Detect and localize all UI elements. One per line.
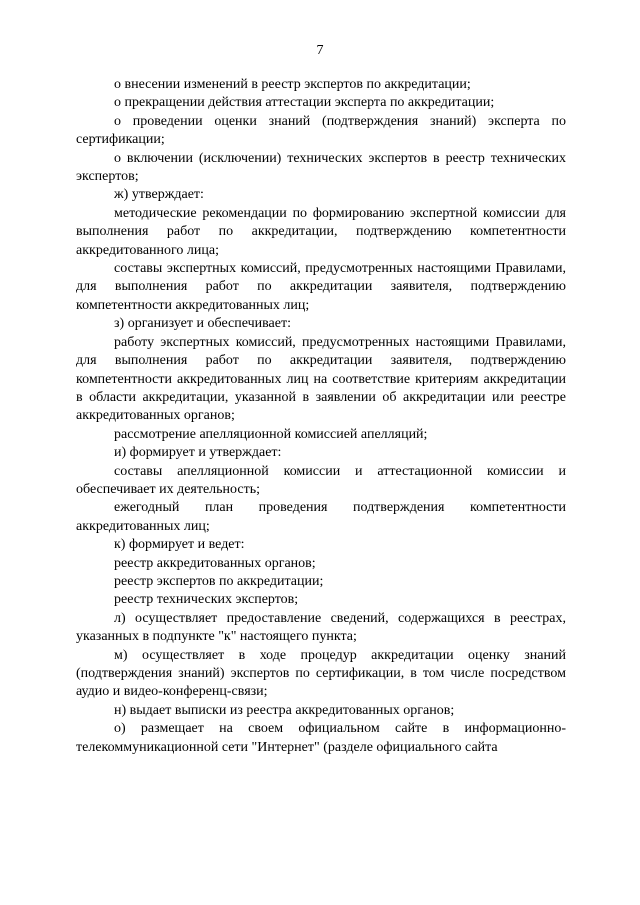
paragraph: работу экспертных комиссий, предусмотренных настоящими Правилами, для выполнения работ по аккредитации заявителя, подтверждению компетентности аккредитованных лиц на соответствие критериям аккредитации в области аккредитации, указанной в заявлении об аккредитации или реестре аккредитованных органов; (76, 334, 566, 424)
paragraph: о прекращении действия аттестации эксперта по аккредитации; (114, 95, 495, 111)
document-body (76, 76, 566, 757)
paragraph: ежегодный план проведения подтверждения компетентности аккредитованных лиц; (76, 500, 566, 534)
paragraph: м) осуществляет в ходе процедур аккредитации оценку знаний (подтверждения знаний) экспертов по сертификации, в том числе посредством аудио и видео-конференц-связи; (76, 647, 566, 700)
paragraph: о) размещает на своем официальном сайте в информационно-телекоммуникационной сети "Интернет" (разделе официального сайта (76, 721, 566, 755)
paragraph: рассмотрение апелляционной комиссией апелляций; (114, 426, 428, 442)
paragraph: реестр экспертов по аккредитации; (114, 573, 324, 589)
paragraph: к) формирует и ведет: (114, 537, 245, 553)
paragraph: реестр аккредитованных органов; (114, 555, 316, 571)
paragraph: реестр технических экспертов; (114, 592, 299, 608)
paragraph: о внесении изменений в реестр экспертов по аккредитации; (114, 77, 471, 92)
paragraph: о проведении оценки знаний (подтверждения знаний) эксперта по сертификации; (76, 113, 566, 148)
paragraph: методические рекомендации по формированию экспертной комиссии для выполнения работ по аккредитации, подтверждению компетентности аккредитованного лица; (76, 205, 566, 258)
paragraph: составы экспертных комиссий, предусмотренных настоящими Правилами, для выполнения работ по аккредитации заявителя, подтверждению компетентности аккредитованных лиц; (76, 261, 566, 313)
paragraph: о включении (исключении) технических экспертов в реестр технических экспертов; (76, 150, 566, 185)
paragraph: л) осуществляет предоставление сведений, содержащихся в реестрах, указанных в подпункте "к" настоящего пункта; (76, 610, 566, 645)
paragraph: ж) утверждает: (114, 187, 204, 203)
paragraph: составы апелляционной комиссии и аттестационной комиссии и обеспечивает их деятельность; (76, 463, 566, 497)
page-number: 7 (316, 43, 324, 58)
paragraph: н) выдает выписки из реестра аккредитованных органов; (114, 702, 455, 718)
paragraph: и) формирует и утверждает: (114, 445, 282, 461)
paragraph: з) организует и обеспечивает: (114, 316, 291, 332)
